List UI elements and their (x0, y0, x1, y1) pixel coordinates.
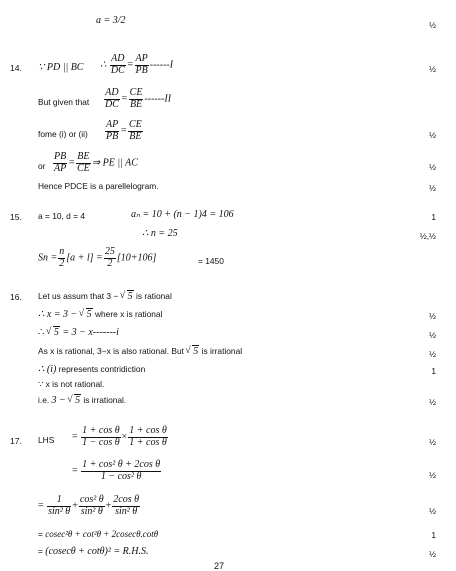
question-number-17: 17. (10, 436, 22, 446)
q15-line1-mark: 1 (431, 212, 436, 222)
fraction: $\frac{\text{cos² θ}}{\text{sin² θ}}$ (79, 494, 104, 517)
fraction: $\frac{\text{1 + cos² θ + 2cos θ}}{\text{1 − cos² θ}}$ (82, 459, 161, 482)
q17-line2-mark: ½ (429, 470, 436, 480)
q14-line2-equation: $\frac{AD}{DC}$ = $\frac{CE}{BE}$ ------II (105, 87, 172, 110)
q14-line3-equation: $\frac{AP}{PB}$ = $\frac{CE}{BE}$ (106, 119, 142, 142)
q17-line3-mark: ½ (429, 506, 436, 516)
q16-line7: i.e. 3 − √ 5 is irrational. (38, 396, 126, 406)
sqrt: √ 5 (186, 347, 199, 357)
q15-result: = 1450 (198, 256, 224, 266)
q16-line7-mark: ½ (429, 397, 436, 407)
fraction: $\frac{AP}{PB}$ (135, 53, 148, 76)
q14-line4-label: or (38, 161, 46, 171)
q14-line5: Hence PDCE is a parellelogram. (38, 181, 159, 191)
fraction: $\frac{25}{2}$ (104, 246, 115, 269)
question-number-15: 15. (10, 212, 22, 222)
q17-line5-mark: ½ (429, 549, 436, 559)
fraction: $\frac{AD}{DC}$ (110, 53, 125, 76)
fraction: $\frac{AP}{PB}$ (106, 119, 119, 142)
q14-line1-equation: ∴ $\frac{AD}{DC}$ = $\frac{AP}{PB}$ ------I (100, 53, 174, 76)
q15-line2-mark: ½,½ (419, 231, 436, 241)
q16-line4-mark: ½ (429, 349, 436, 359)
q16-line5: ∴ (i) represents contridiction (38, 364, 146, 375)
top-mark: ½ (429, 20, 436, 30)
fraction: $\frac{\text{1 + cos θ}}{\text{1 − cos θ}}$ (82, 425, 120, 448)
q14-line3-label: fome (i) or (ii) (38, 129, 88, 139)
q16-line3: ∴ √ 5 = 3 − x-------i (38, 328, 119, 338)
q17-line1-equation: = $\frac{\text{1 + cos θ}}{\text{1 − cos θ}}$ × $\frac{\text{1 + cos θ}}{\text{1 + cos θ}}$ (72, 425, 167, 448)
q14-line3-mark: ½ (429, 130, 436, 140)
q16-line4: As x is rational, 3−x is also rational. But √ 5 is irrational (38, 347, 242, 357)
q17-line2-equation: = $\frac{\text{1 + cos² θ + 2cos θ}}{\text{1 − cos² θ}}$ (72, 459, 161, 482)
q17-line5-equation: = (cosecθ + cotθ)² = R.H.S. (38, 546, 149, 557)
q17-lhs-label: LHS (38, 435, 55, 445)
q16-line6: ∵ x is not rational. (38, 379, 105, 389)
q14-line1-mark: ½ (429, 64, 436, 74)
sqrt: √ 5 (121, 292, 134, 302)
top-equation: a = 3/2 (96, 15, 126, 26)
sqrt: √ 5 (47, 328, 60, 338)
fraction: $\frac{AD}{DC}$ (105, 87, 119, 110)
q14-line5-mark: ½ (429, 183, 436, 193)
q16-line5-mark: 1 (431, 366, 436, 376)
q14-line4-equation: $\frac{PB}{AP}$ = $\frac{BE}{CE}$ ⇒ PE || AC (54, 151, 138, 174)
q17-line4-mark: 1 (431, 530, 436, 540)
question-number-14: 14. (10, 63, 22, 73)
fraction: $\frac{CE}{BE}$ (129, 87, 143, 110)
fraction: $\frac{PB}{AP}$ (54, 151, 67, 174)
q17-line1-mark: ½ (429, 437, 436, 447)
q15-line2-equation: ∴ n = 25 (142, 228, 178, 239)
q14-line4-mark: ½ (429, 162, 436, 172)
fraction: $\frac{n}{2}$ (59, 246, 65, 269)
sqrt: √ 5 (80, 310, 93, 320)
q14-line1-given: ∵ PD || BC (38, 62, 84, 73)
q15-given: a = 10, d = 4 (38, 211, 86, 221)
question-number-16: 16. (10, 292, 22, 302)
q16-line1: Let us assum that 3 − √ 5 is rational (38, 292, 172, 302)
fraction: $\frac{1}{\text{sin² θ}}$ (48, 494, 71, 517)
q15-line3-equation: Sn = $\frac{n}{2}$ [a + l] = $\frac{25}{2}$ [10+106] (38, 246, 157, 269)
q16-line3-mark: ½ (429, 330, 436, 340)
fraction: $\frac{CE}{BE}$ (128, 119, 142, 142)
q16-line2-mark: ½ (429, 311, 436, 321)
q15-line1-equation: aₙ = 10 + (n − 1)4 = 106 (131, 209, 234, 220)
q17-line3-equation: = $\frac{1}{\text{sin² θ}}$ + $\frac{\text{cos² θ}}{\text{sin² θ}}$ + $\frac{\text{2cos θ}}{\text{sin² θ}}$ (38, 494, 140, 517)
q14-line2-label: But given that (38, 97, 90, 107)
q17-line4-equation: = cosec²θ + cot²θ + 2cosecθ.cotθ (38, 529, 159, 539)
fraction: $\frac{BE}{CE}$ (76, 151, 90, 174)
q16-line2: ∴ x = 3 − √ 5 where x is rational (38, 310, 162, 320)
sqrt: √ 5 (68, 396, 81, 406)
page-number: 27 (214, 561, 225, 571)
fraction: $\frac{\text{2cos θ}}{\text{sin² θ}}$ (113, 494, 140, 517)
fraction: $\frac{\text{1 + cos θ}}{\text{1 + cos θ}}$ (129, 425, 167, 448)
